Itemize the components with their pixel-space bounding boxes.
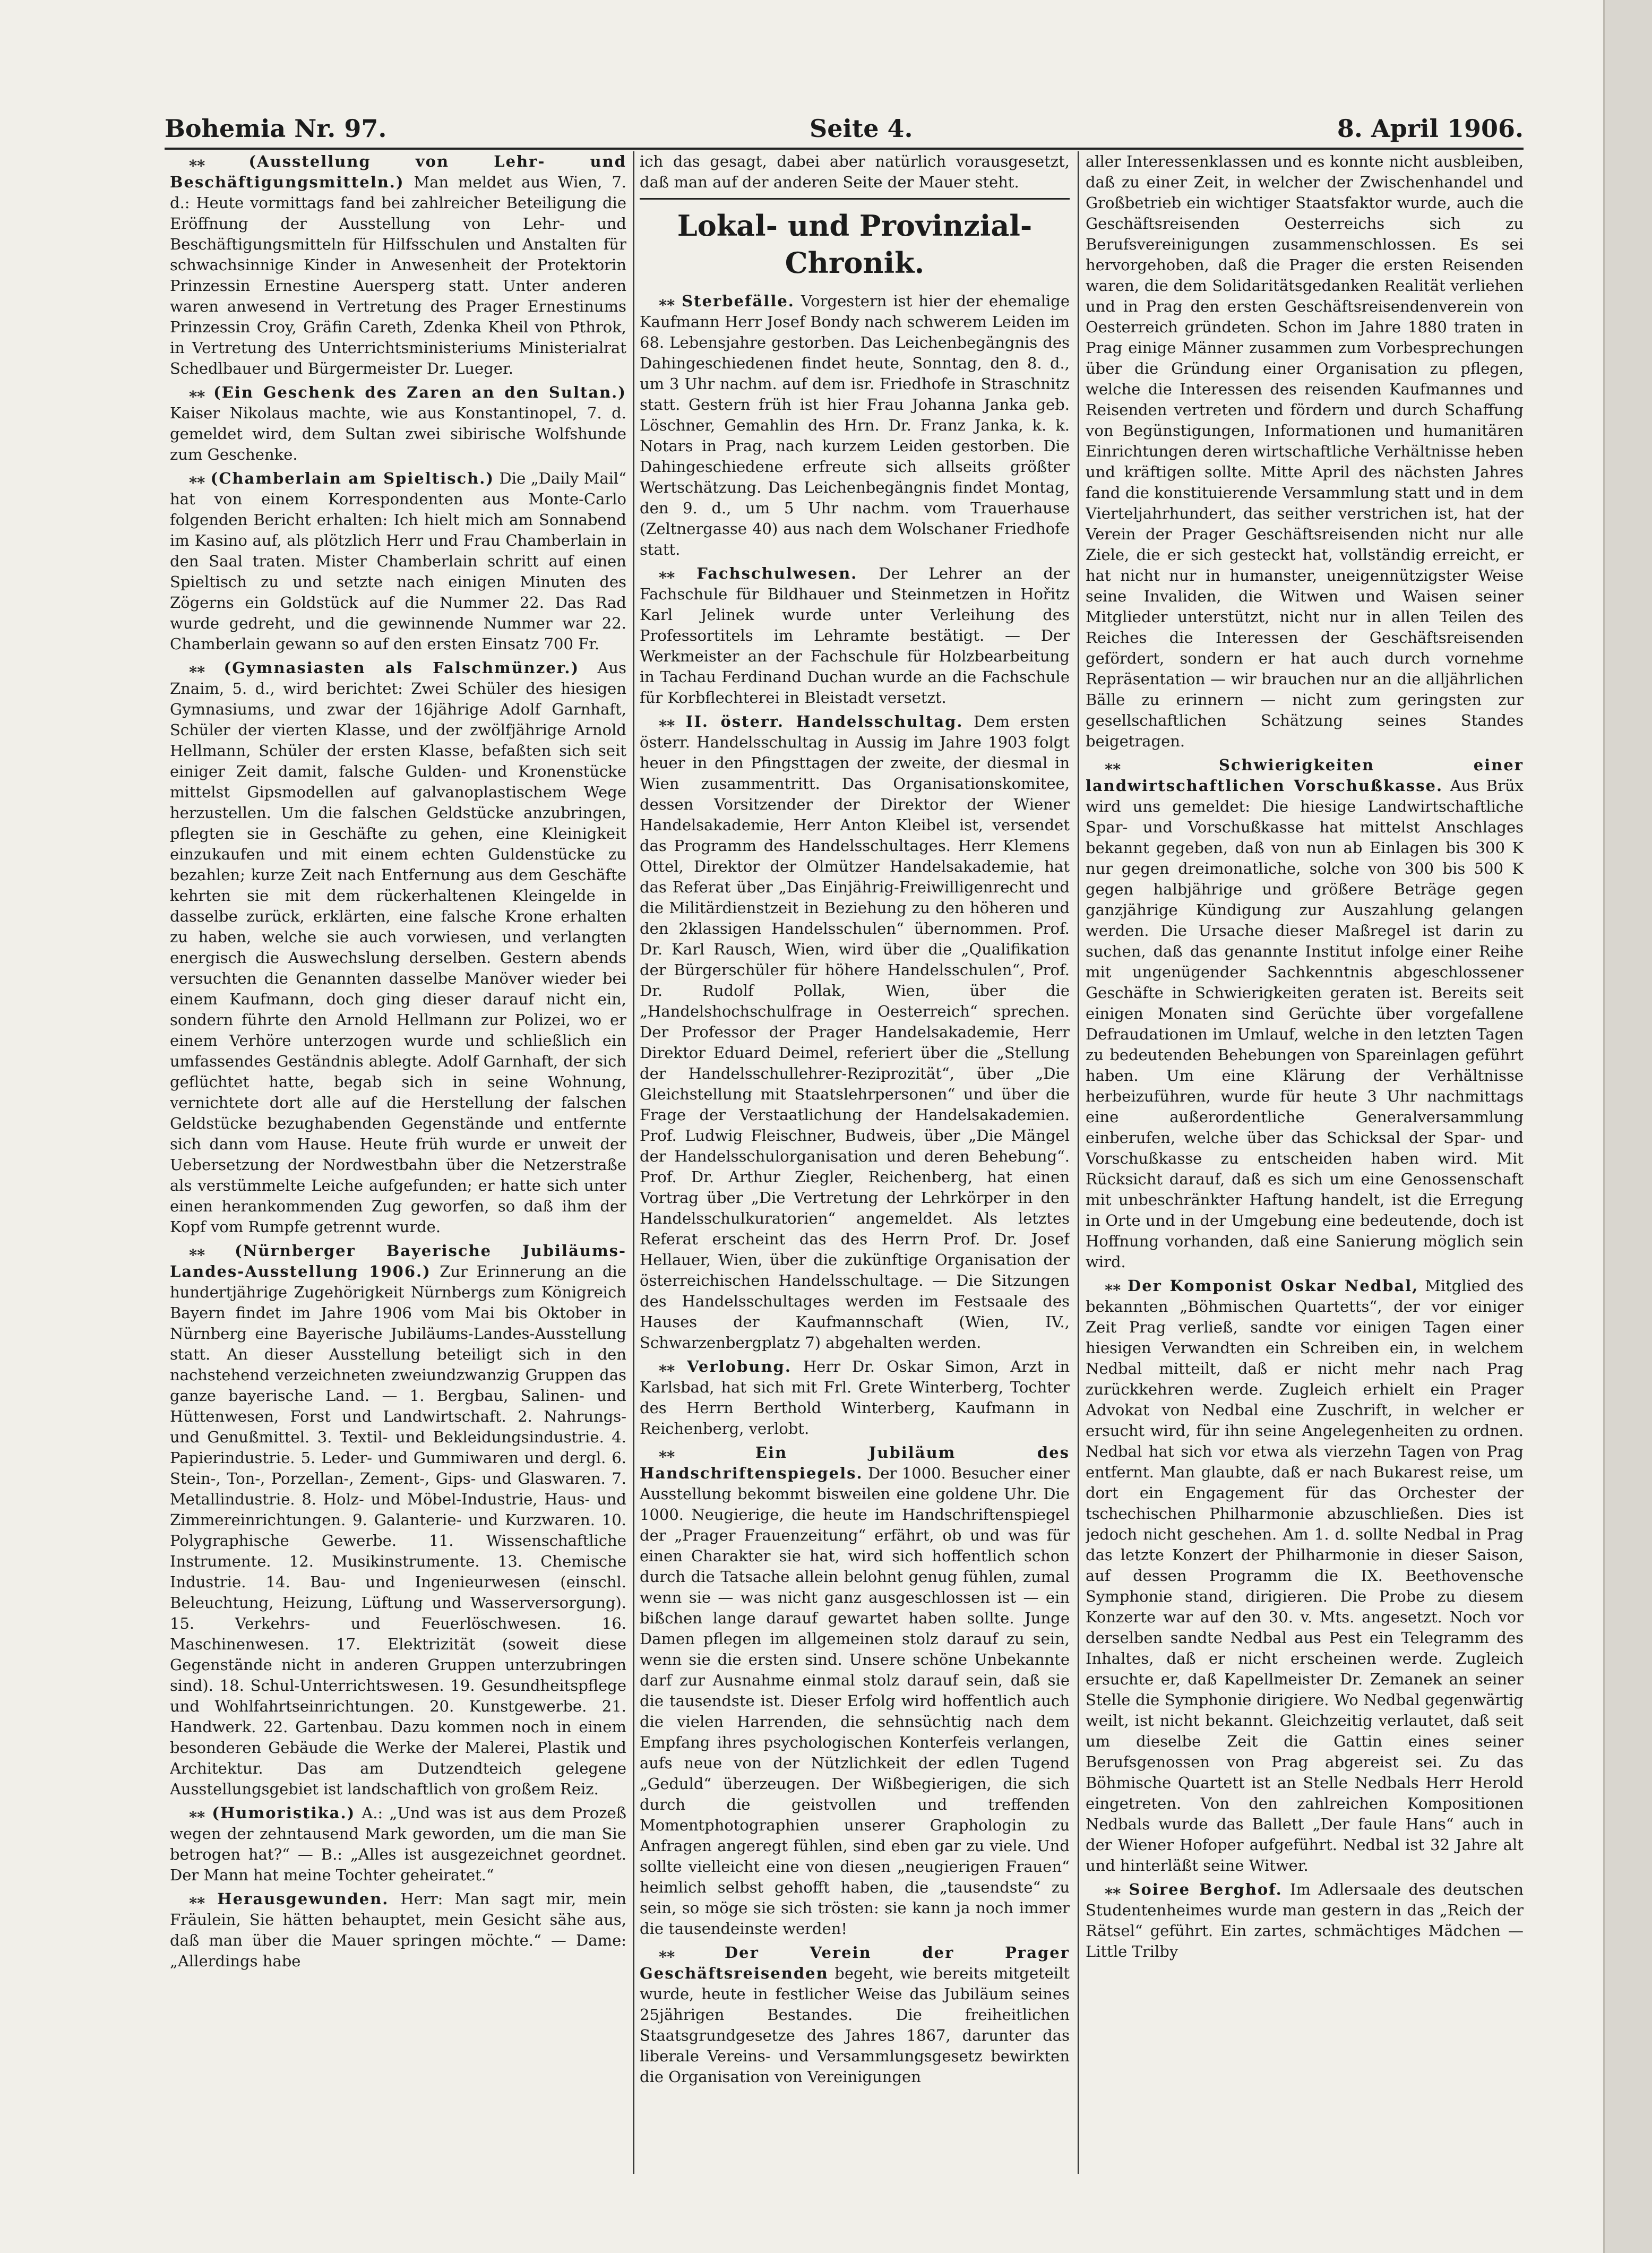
article-headline: II. österr. Handelsschultag.: [685, 712, 963, 730]
article-headline: Fachschulwesen.: [696, 564, 858, 582]
article: [170, 151, 626, 379]
article-headline: Der Komponist Oskar Nedbal,: [1128, 1277, 1419, 1295]
column-2-continuation: ich das gesagt, dabei aber natürlich vorausgesetzt, daß man auf der anderen Seite der Mauer steht.: [640, 152, 1070, 191]
asterism-mark: ⁎⁎: [189, 1890, 218, 1908]
article-body: aller Interessenklassen und es konnte nicht ausbleiben, daß zu einer Zeit, in welcher der Zwischenhandel und Großbetrieb ein wichtiger Staatsfaktor wurde, auch die Geschäftsreisenden Oesterreichs sich zu Berufsvereinigungen zusammenschlossen. Es sei hervorgehoben, daß die Prager die ersten Reisenden waren, die dem Solidaritätsgedanken Realität verliehen und in Prag den ersten Geschäftsreisendenverein von Oesterreich gründeten. Schon im Jahre 1880 traten in Prag einige Männer zusammen zum Vorbesprechungen über die Gründung einer Organisation zu pflegen, welche die Interessen des reisenden Kaufmannes und Reisenden vertreten und fördern und durch Schaffung von Begünstigungen, Informationen und humanitären Einrichtungen deren wirtschaftliche Verhältnisse heben und kräftigen sollte. Mitte April des nächsten Jahres fand die konstituierende Versammlung statt und in dem Vierteljahrhundert, das seither verstrichen ist, hat der Verein der Prager Geschäftsreisenden nicht nur alle Ziele, die er sich gesteckt hat, vollständig erreicht, er hat nicht nur in humanster, uneigennützigster Weise seine Invaliden, die Witwen und Waisen seiner Mitglieder unterstützt, nicht nur in allen Teilen des Reiches die Interessen der Geschäftsreisenden gefördert, sondern er hat auch durch vornehme Repräsentation — wir brauchen nur an die alljährlichen Bälle zu erinnern — nicht zum geringsten zur gesellschaftlichen Schätzung seines Standes beigetragen.: [1086, 152, 1524, 750]
article-body: Vorgestern ist hier der ehemalige Kaufmann Herr Josef Bondy nach schwerem Leiden im 68. Lebensjahre gestorben. Das Leichenbegängnis des Dahingeschiedenen findet heute, Sonntag, den 8. d., um 3 Uhr nachm. auf dem isr. Friedhofe in Straschnitz statt. Gestern früh ist hier Frau Johanna Janka geb. Löschner, Gemahlin des Hrn. Dr. Franz Janka, k. k. Notars in Prag, nach kurzem Leiden gestorben. Die Dahingeschiedene erfreute sich allseits größter Wertschätzung. Das Leichenbegängnis findet Montag, den 9. d., um 5 Uhr nachm. vom Trauerhause (Zeltnergasse 40) aus nach dem Wolschaner Friedhofe statt.: [640, 292, 1070, 558]
column-rule-1: [633, 151, 634, 2174]
article: [170, 1889, 626, 1972]
asterism-mark: ⁎⁎: [659, 564, 697, 582]
asterism-mark: ⁎⁎: [189, 1242, 235, 1260]
asterism-mark: ⁎⁎: [1105, 1277, 1128, 1295]
asterism-mark: ⁎⁎: [659, 1357, 687, 1375]
header-page-number: Seite 4.: [810, 114, 913, 143]
article: [640, 563, 1070, 708]
article: [640, 291, 1070, 560]
asterism-mark: ⁎⁎: [189, 659, 224, 677]
article-body: Man meldet aus Wien, 7. d.: Heute vormittags fand bei zahlreicher Beteiligung die Eröffnung der Ausstellung von Lehr- und Beschäftigungsmitteln für Hilfsschulen und Anstalten für schwachsinnige Kinder in Anwesenheit der Protektorin Prinzessin Ernestine Auersperg statt. Unter anderen waren anwesend in Vertretung des Prager Ernestinums Prinzessin Croy, Gräfin Careth, Zdenka Kheil von Pthrok, in Vertretung des Unterrichtsministeriums Ministerialrat Schedlbauer und Bürgermeister Dr. Lueger.: [170, 173, 626, 377]
article: [170, 1803, 626, 1886]
article: [1086, 1879, 1524, 1962]
article-headline: (Ausstellung von Lehr- und Beschäftigungsmitteln.): [170, 152, 626, 191]
article-body: Kaiser Nikolaus machte, wie aus Konstantinopel, 7. d. gemeldet wird, dem Sultan zwei sibirische Wolfshunde zum Geschenke.: [170, 404, 626, 463]
article: [170, 382, 626, 465]
article-body: Aus Brüx wird uns gemeldet: Die hiesige Landwirtschaftliche Spar- und Vorschußkasse hat mittelst Anschlages bekannt gegeben, daß von nun ab Einlagen bis 300 K nur gegen dreimonatliche, solche von 300 bis 500 K gegen halbjährige und größere Beträge gegen ganzjährige Kündigung zur Auszahlung gelangen werden. Die Ursache dieser Maßregel ist darin zu suchen, daß das genannte Institut infolge einer Reihe mit ungenügender Sachkenntnis abgeschlossener Geschäfte in Schwierigkeiten geraten ist. Bereits seit einigen Monaten sind Gerüchte über vorgefallene Defraudationen im Umlauf, welche in den letzten Tagen zu bedeutenden Behebungen von Spareinlagen geführt haben. Um eine Klärung der Verhältnisse herbeizuführen, wurde für heute 3 Uhr nachmittags eine außerordentliche Generalversammlung einberufen, welche über das Schicksal der Spar- und Vorschußkasse zu entscheiden haben wird. Mit Rücksicht darauf, daß es sich um eine Genossenschaft mit unbeschränkter Haftung handelt, ist die Erregung in Orte und in der Umgebung eine bedeutende, doch ist Hoffnung vorhanden, daß eine Sanierung möglich sein wird.: [1086, 777, 1524, 1271]
column-3: [1086, 151, 1524, 2184]
article-headline: Ein Jubiläum des Handschriftenspiegels.: [640, 1443, 1070, 1482]
asterism-mark: ⁎⁎: [189, 1804, 212, 1822]
article: [1086, 755, 1524, 1272]
article-body: A.: „Und was ist aus dem Prozeß wegen der zehntausend Mark geworden, um die man Sie betrogen hat?“ — B.: „Alles ist ausgezeichnet geordnet. Der Mann hat meine Tochter geheiratet.“: [170, 1804, 626, 1884]
column-1: [170, 151, 626, 2184]
article: [1086, 1276, 1524, 1876]
article: [640, 1442, 1070, 1939]
header-date: 8. April 1906.: [1337, 114, 1524, 143]
asterism-mark: ⁎⁎: [189, 469, 211, 487]
header-rule: [165, 148, 1524, 150]
scan-margin: [1603, 0, 1652, 2253]
header-issue: Bohemia Nr. 97.: [165, 114, 387, 143]
page-header: [165, 114, 1524, 146]
column-rule-2: [1078, 151, 1079, 2174]
asterism-mark: ⁎⁎: [659, 712, 686, 730]
article-headline: Schwierigkeiten einer landwirtschaftlichen Vorschußkasse.: [1086, 756, 1524, 795]
asterism-mark: ⁎⁎: [1105, 1880, 1129, 1898]
article: [170, 1241, 626, 1800]
article-headline: Sterbefälle.: [682, 292, 795, 310]
article: [640, 711, 1070, 1353]
article-headline: Soiree Berghof.: [1129, 1880, 1283, 1898]
article-body: Der Lehrer an der Fachschule für Bildhauer und Steinmetzen in Hořitz Karl Jelinek wurde unter Verleihung des Professortitels im Lehramte bestätigt. — Der Werkmeister an der Fachschule für Holzbearbeitung in Tachau Ferdinand Duchan wurde an die Fachschule für Korbflechterei in Bleistadt versetzt.: [640, 564, 1070, 707]
article-headline: (Nürnberger Bayerische Jubiläums-Landes-Ausstellung 1906.): [170, 1242, 626, 1280]
asterism-mark: ⁎⁎: [659, 1944, 725, 1962]
asterism-mark: ⁎⁎: [1105, 756, 1219, 774]
section-rule: [640, 198, 1070, 200]
article-headline: (Gymnasiasten als Falschmünzer.): [223, 659, 580, 677]
asterism-mark: ⁎⁎: [659, 1443, 755, 1461]
article-body: Im Adlersaale des deutschen Studentenheimes wurde man gestern in das „Reich der Rätsel“ geführt. Ein zartes, schmächtiges Mädchen — Little Trilby: [1086, 1880, 1524, 1960]
article-body: begeht, wie bereits mitgeteilt wurde, heute in festlicher Weise das Jubiläum seines 25jährigen Bestandes. Die freiheitlichen Staatsgrundgesetze des Jahres 1867, darunter das liberale Vereins- und Versammlungsgesetz bewirkten die Organisation von Vereinigungen: [640, 1964, 1070, 2086]
asterism-mark: ⁎⁎: [189, 383, 214, 401]
article-headline: (Chamberlain am Spieltisch.): [210, 469, 495, 487]
article: [170, 658, 626, 1237]
article-body: Die „Daily Mail“ hat von einem Korrespondenten aus Monte-Carlo folgenden Bericht erhalten: Ich hielt mich am Sonnabend im Kasino auf, als plötzlich Herr und Frau Chamberlain in den Saal traten. Mister Chamberlain schritt auf einen Spieltisch zu und setzte nach einigen Minuten des Zögerns ein Goldstück auf die Nummer 22. Das Rad wurde gedreht, und die gewinnende Nummer war 22. Chamberlain gewann so auf den ersten Einsatz 700 Fr.: [170, 469, 626, 653]
article-headline: Verlobung.: [687, 1357, 791, 1375]
article-body: Herr: Man sagt mir, mein Fräulein, Sie hätten behauptet, mein Gesicht sähe aus, daß man über die Mauer springen möchte.“ — Dame: „Allerdings habe: [170, 1890, 626, 1970]
asterism-mark: ⁎⁎: [659, 292, 682, 310]
article-body: Mitglied des bekannten „Böhmischen Quartetts“, der vor einiger Zeit Prag verließ, sandte vor einigen Tagen einer hiesigen Verwandten ein Schreiben ein, in welchem Nedbal mitteilt, daß er nicht mehr nach Prag zurückkehren werde. Zugleich erhielt ein Prager Advokat von Nedbal eine Zuschrift, in welcher er ersucht wird, für ihn seine Angelegenheiten zu ordnen. Nedbal hat sich vor etwa als vierzehn Tagen von Prag entfernt. Man glaubte, daß er nach Bukarest reise, um dort ein Engagement für das Orchester der tschechischen Philharmonie abzuschließen. Dies ist jedoch nicht geschehen. Am 1. d. sollte Nedbal in Prag das letzte Konzert der Philharmonie in dieser Saison, auf dessen Programm die IX. Beethovensche Symphonie stand, dirigieren. Die Probe zu diesem Konzerte war auf den 30. v. Mts. angesetzt. Noch vor derselben sandte Nedbal aus Pest ein Telegramm des Inhaltes, daß er nicht erscheinen werde. Zugleich ersuchte er, daß Kapellmeister Dr. Zemanek an seiner Stelle die Symphonie dirigiere. Wo Nedbal gegenwärtig weilt, ist nicht bekannt. Gleichzeitig verlautet, daß seit um dieselbe Zeit die Gattin eines seiner Berufsgenossen von Prag abgereist sei. Zu das Böhmische Quartett ist an Stelle Nedbals Herr Herold eingetreten. Von den zahlreichen Kompositionen Nedbals wurde das Ballett „Der faule Hans“ auch in der Wiener Hofoper aufgeführt. Nedbal ist 32 Jahre alt und hinterläßt seine Witwer.: [1086, 1277, 1524, 1874]
article-headline: (Ein Geschenk des Zaren an den Sultan.): [213, 383, 626, 401]
article-headline: (Humoristika.): [212, 1804, 356, 1822]
article-headline: Der Verein der Prager Geschäftsreisenden: [640, 1944, 1070, 1982]
column-2: [640, 151, 1070, 2184]
section-title: Lokal- und Provinzial-Chronik.: [677, 209, 1032, 280]
article-body: Dem ersten österr. Handelsschultag in Aussig im Jahre 1903 folgt heuer in den Pfingsttagen der zweite, der diesmal in Wien zusammentritt. Das Organisationskomitee, dessen Vorsitzender der Direktor der Wiener Handelsakademie, Herr Anton Kleibel ist, versendet das Programm des Handelsschultages. Herr Klemens Ottel, Direktor der Olmützer Handelsakademie, hat das Referat über „Das Einjährig-Freiwilligenrecht und die Militärdienstzeit in Beziehung zu den höheren und den 2klassigen Handelsschulen“ übernommen. Prof. Dr. Karl Rausch, Wien, wird über die „Qualifikation der Bürgerschüler für höhere Handelsschulen“, Prof. Dr. Rudolf Pollak, Wien, über die „Handelshochschulfrage in Oesterreich“ sprechen. Der Professor der Prager Handelsakademie, Herr Direktor Eduard Deimel, referiert über die „Stellung der Handelsschullehrer-Reziprozität“, über „Die Gleichstellung mit Staatslehrpersonen“ und über die Frage der Verstaatlichung der Handelsakademien. Prof. Ludwig Fleischner, Budweis, über „Die Mängel der Handelsschulorganisation und deren Behebung“. Prof. Dr. Arthur Ziegler, Reichenberg, hat einen Vortrag über „Die Vertretung der Lehrkörper in den Handelsschulkuratorien“ angemeldet. Als letztes Referat erscheint das des Herrn Prof. Dr. Josef Hellauer, Wien, über die zukünftige Organisation der österreichischen Handelsschultage. — Die Sitzungen des Handelsschultages werden im Festsaale des Hauses der Kaufmannschaft (Wien, IV., Schwarzenbergplatz 7) abgehalten werden.: [640, 712, 1070, 1352]
article: [1086, 151, 1524, 752]
article-body: Zur Erinnerung an die hundertjährige Zugehörigkeit Nürnbergs zum Königreich Bayern findet im Jahre 1906 vom Mai bis Oktober in Nürnberg eine Bayerische Jubiläums-Landes-Ausstellung statt. An dieser Ausstellung beteiligt sich in den nachstehend verzeichneten zweiundzwanzig Gruppen das ganze bayerische Land. — 1. Bergbau, Salinen- und Hüttenwesen, Forst und Landwirtschaft. 2. Nahrungs- und Genußmittel. 3. Textil- und Bekleidungsindustrie. 4. Papierindustrie. 5. Leder- und Gummiwaren und dergl. 6. Stein-, Ton-, Porzellan-, Zement-, Gips- und Glaswaren. 7. Metallindustrie. 8. Holz- und Möbel-Industrie, Haus- und Zimmereinrichtungen. 9. Galanterie- und Kurzwaren. 10. Polygraphische Gewerbe. 11. Wissenschaftliche Instrumente. 12. Musikinstrumente. 13. Chemische Industrie. 14. Bau- und Ingenieurwesen (einschl. Beleuchtung, Heizung, Lüftung und Wasserversorgung). 15. Verkehrs- und Feuerlöschwesen. 16. Maschinenwesen. 17. Elektrizität (soweit diese Gegenstände nicht in anderen Gruppen unterzubringen sind). 18. Schul-Unterrichtswesen. 19. Gesundheitspflege und Wohlfahrtseinrichtungen. 20. Kunstgewerbe. 21. Handwerk. 22. Gartenbau. Dazu kommen noch in einem besonderen Gebäude die Werke der Malerei, Plastik und Architektur. Das am Dutzendteich gelegene Ausstellungsgebiet ist landschaftlich von großem Reiz.: [170, 1262, 626, 1798]
article: [170, 468, 626, 655]
article-headline: Herausgewunden.: [217, 1890, 389, 1908]
column-2-articles: [640, 291, 1070, 2087]
article-body: Aus Znaim, 5. d., wird berichtet: Zwei Schüler des hiesigen Gymnasiums, und zwar der 16jährige Adolf Garnhaft, Schüler der vierten Klasse, und der zwölfjährige Arnold Hellmann, Schüler der ersten Klasse, befaßten sich seit einiger Zeit damit, falsche Gulden- und Kronenstücke mittelst Gipsmodellen auf galvanoplastischem Wege herzustellen. Um die falschen Geldstücke anzubringen, pflegten sie in Geschäfte zu gehen, eine Kleinigkeit einzukaufen und mit einem echten Guldenstücke zu bezahlen; kurze Zeit nach Entfernung aus dem Geschäfte kehrten sie mit dem rückerhaltenen Kleingelde in dasselbe zurück, erklärten, eine falsche Krone erhalten zu haben, welche sie auch vorwiesen, und verlangten energisch die Auswechslung derselben. Gestern abends versuchten die Genannten dasselbe Manöver wieder bei einem Kaufmann, doch ging dieser darauf nicht ein, sondern führte den Arnold Hellmann zur Polizei, wo er einem Verhöre unterzogen wurde und schließlich ein umfassendes Geständnis ablegte. Adolf Garnhaft, der sich geflüchtet hatte, begab sich in seine Wohnung, vernichtete dort alle auf die Herstellung der falschen Geldstücke bezughabenden Gegenstände und entfernte sich dann vom Hause. Heute früh wurde er unweit der Uebersetzung der Nordwestbahn über die Netzerstraße als verstümmelte Leiche aufgefunden; er hatte sich unter einen herankommenden Zug geworfen, so daß ihm der Kopf vom Rumpfe getrennt wurde.: [170, 659, 626, 1236]
article: [640, 1356, 1070, 1439]
article-body: Der 1000. Besucher einer Ausstellung bekommt bisweilen eine goldene Uhr. Die 1000. Neugierige, die heute im Handschriftenspiegel der „Prager Frauenzeitung“ erfährt, ob und was für einen Charakter sie hat, wird sich hoffentlich schon durch die Tatsache allein belohnt genug fühlen, zumal wenn sie — was nicht ganz ausgeschlossen ist — ein bißchen lange darauf gewartet haben sollte. Junge Damen pflegen im allgemeinen stolz darauf zu sein, wenn sie die ersten sind. Unsere schöne Unbekannte darf zur Ausnahme einmal stolz darauf sein, daß sie die tausendste ist. Dieser Erfolg wird hoffentlich auch die vielen Harrenden, die sehnsüchtig nach dem Empfang ihres psychologischen Konterfeis verlangen, aufs neue von der Nützlichkeit der edlen Tugend „Geduld“ überzeugen. Der Wißbegierigen, die sich durch die geistvollen und treffenden Momentphotographien unserer Graphologin zu Anfragen angeregt fühlen, sind eben gar zu viele. Und sollte vielleicht eine von diesen „neugierigen Frauen“ heimlich selbst gehofft haben, die „tausendste“ zu sein, so möge sie sich trösten: sie kann ja noch immer die tausendeinste werden!: [640, 1464, 1070, 1938]
article-body: Herr Dr. Oskar Simon, Arzt in Karlsbad, hat sich mit Frl. Grete Winterberg, Tochter des Herrn Berthold Winterberg, Kaufmann in Reichenberg, verlobt.: [640, 1357, 1070, 1438]
asterism-mark: ⁎⁎: [189, 152, 249, 170]
article: [640, 1942, 1070, 2087]
